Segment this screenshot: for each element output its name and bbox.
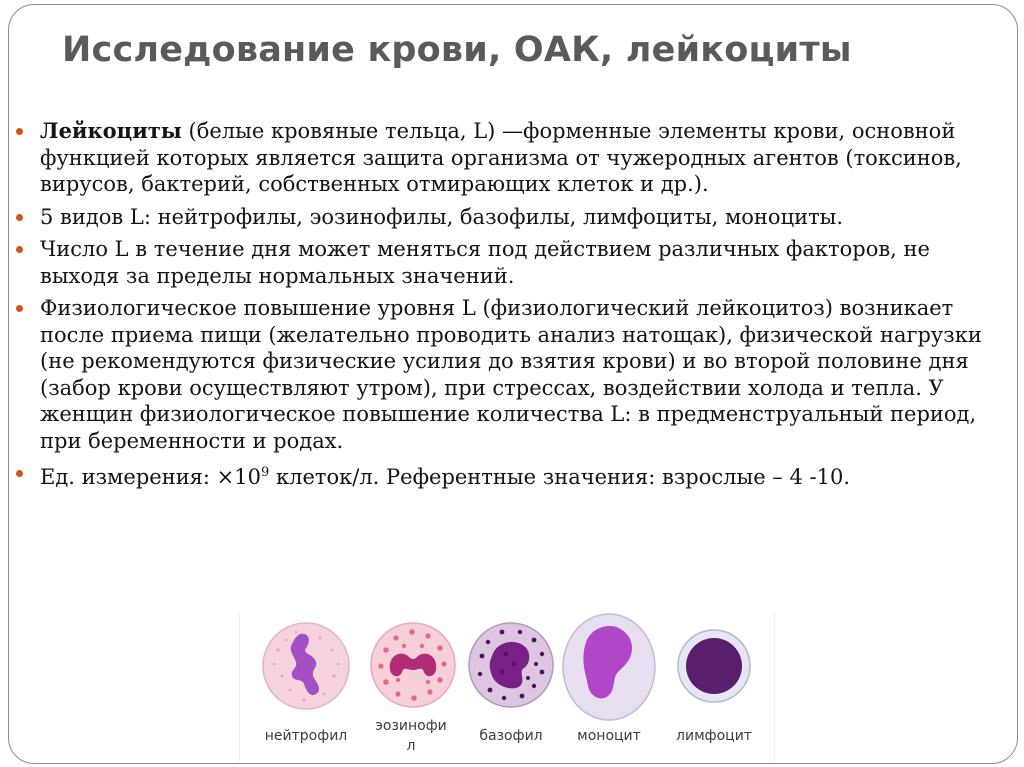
bullet-text: 5 видов L: нейтрофилы, эозинофилы, базофилы, лимфоциты, моноциты. (40, 204, 844, 229)
bullet-marker-icon (16, 214, 23, 221)
term-leukocytes: Лейкоциты (40, 118, 182, 143)
bullet-marker-icon (16, 470, 23, 477)
caption-eosinophil: эозинофи л (375, 718, 447, 754)
bullet-marker-icon (16, 305, 23, 312)
lymphocyte-cell-icon (674, 626, 754, 706)
caption-basophil: базофил (479, 728, 543, 744)
leukocyte-types-figure (239, 612, 775, 762)
caption-monocyte: моноцит (577, 728, 641, 744)
bullet-physiological-leukocytosis (14, 295, 1004, 454)
bullet-leukocyte-types (14, 204, 1004, 231)
caption-lymphocyte: лимфоцит (676, 728, 752, 744)
monocyte-cell-icon (560, 612, 658, 722)
bullet-text: Физиологическое повышение уровня L (физиологический лейкоцитоз) возникает после приема пищи (желательно проводить анализ натощак), физической нагрузки (не рекомендуются физические усилия до взятия крови) и во второй половине дня (забор крови осуществляют утром), при стрессах, воздействии холода и тепла. У женщин физиологическое повышение количества L: в предменструальный период, при беременности и родах. (40, 296, 982, 453)
bullet-daily-variation (14, 236, 1004, 289)
neutrophil-cell-icon (260, 620, 352, 712)
basophil-cell-icon (466, 620, 556, 710)
eosinophil-cell-icon (368, 620, 458, 710)
bullet-list (14, 118, 1004, 497)
bullet-text: Число L в течение дня может меняться под действием различных факторов, не выходя за пределы нормальных значений. (40, 237, 930, 288)
superscript-exponent: 9 (261, 465, 270, 480)
bullet-marker-icon (16, 128, 23, 135)
bullet-leukocytes-definition (14, 118, 1004, 198)
caption-neutrophil: нейтрофил (264, 728, 348, 744)
bullet-text: клеток/л. Референтные значения: взрослые – 4 -10. (269, 465, 850, 489)
bullet-text: Ед. измерения: ×10 (40, 465, 262, 489)
bullet-text: (белые кровяные тельца, L) —форменные элементы крови, основной функцией которых является защита организма от чужеродных агентов (токсинов, вирусов, бактерий, собственных отмирающих клеток и др.). (40, 119, 962, 196)
bullet-marker-icon (16, 246, 23, 253)
slide-title: Исследование крови, ОАК, лейкоциты (62, 30, 852, 70)
bullet-units-reference (14, 460, 1004, 491)
